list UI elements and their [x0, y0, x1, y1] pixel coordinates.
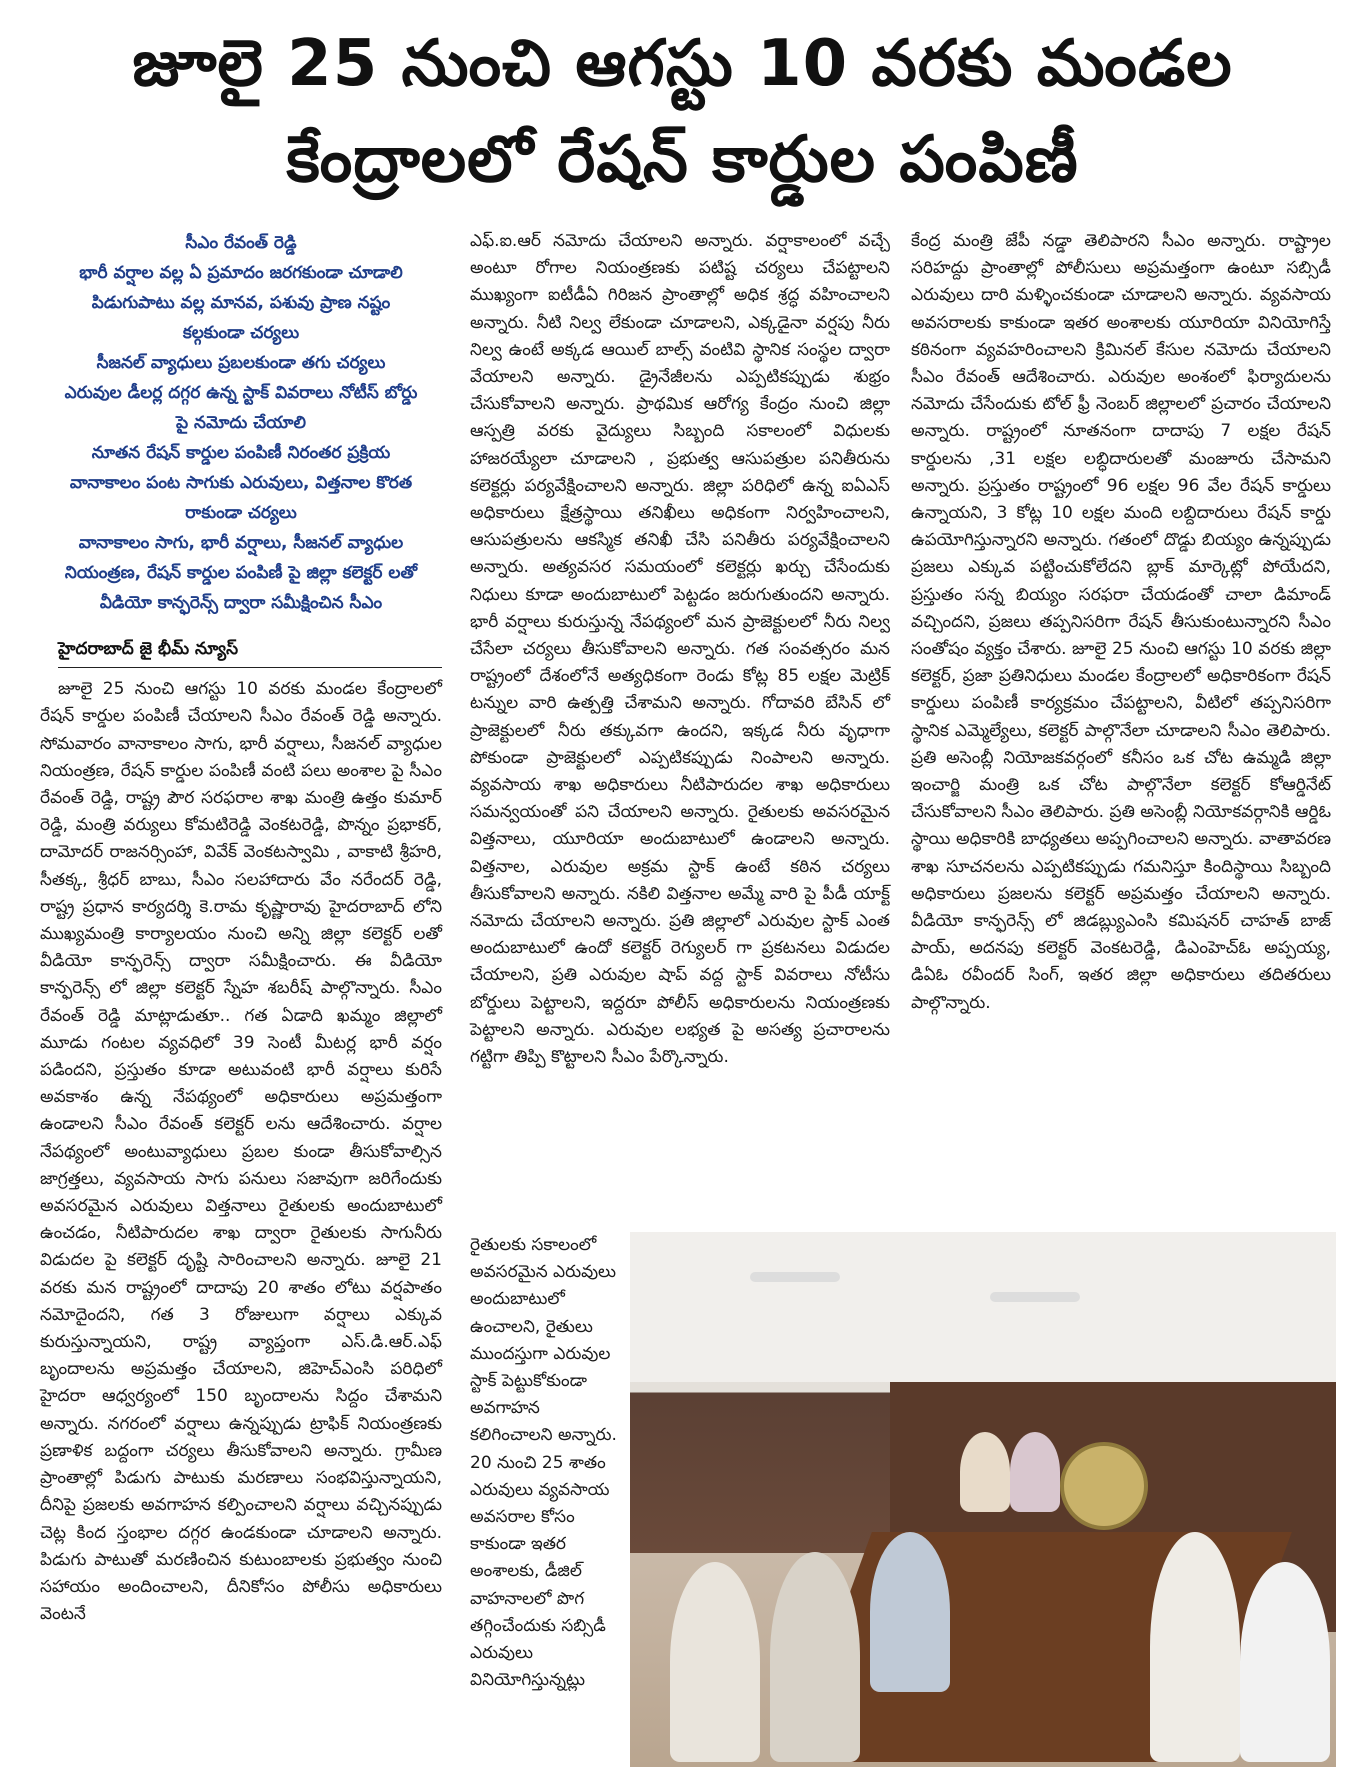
headline-line-2: కేంద్రాలలో రేషన్ కార్డుల పంపిణీ: [286, 123, 1079, 197]
emblem-icon: [1060, 1442, 1148, 1530]
highlight-line: వానాకాలం సాగు, భారీ వర్షాలు, సీజనల్ వ్యాధుల: [78, 533, 404, 553]
highlight-line: కల్గకుండా చర్యలు: [182, 323, 300, 343]
headline-line-1: జూలై 25 నుంచి ఆగస్టు 10 వరకు మండల: [132, 27, 1233, 101]
highlight-line: ఎరువుల డీలర్ల దగ్గర ఉన్న స్టాక్ వివరాలు నోటీస్ బోర్డు: [64, 383, 418, 403]
article-body-column-2: ఎఫ్.ఐ.ఆర్ నమోదు చేయాలని అన్నారు. వర్షాకాలంలో వచ్చే అంటూ రోగాల నియంత్రణకు పటిష్ట చర్యలు చేపట్టాలని ముఖ్యంగా ఐటీడీఏ గిరిజన ప్రాంతాల్లో అధిక శ్రద్ధ వహించాలని అన్నారు. నీటి నిల్వ లేకుండా చూడాలని, ఎక్కడైనా వర్షపు నీరు నిల్వ ఉంటే అక్కడ ఆయిల్ బాల్స్ వంటివి స్థానిక సంస్థల ద్వారా వేయాలని అన్నారు. డ్రైనేజీలను ఎప్పటికప్పుడు శుభ్రం చేసుకోవాలని అన్నారు. ప్రాథమిక ఆరోగ్య కేంద్రం నుంచి జిల్లా ఆస్పత్రి వరకు వైద్యులు సిబ్బంది సకాలంలో విధులకు హాజరయ్యేలా చూడాలని , ప్రభుత్వ ఆసుపత్రుల పనితీరును కలెక్టర్లు పర్యవేక్షించాలని అన్నారు. జిల్లా పరిధిలో ఉన్న ఐఏఎస్ అధికారులు క్షేత్రస్థాయి తనిఖీలు అధికంగా నిర్వహించాలని, ఆసుపత్రులను ఆకస్మిక తనిఖీ చేసి పనితీరు పర్యవేక్షించాలని అన్నారు. అత్యవసర సమయంలో కలెక్టర్లు ఖర్చు చేసేందుకు నిధులు కూడా అందుబాటులో పెట్టడం జరుగుతుందని అన్నారు. భారీ వర్షాలు కురుస్తున్న నేపథ్యంలో మన ప్రాజెక్టులలో నీరు నిల్వ చేసేలా చర్యలు తీసుకోవాలని అన్నారు. గత సంవత్సరం మన రాష్ట్రంలో దేశంలోనే అత్యధికంగా రెండు కోట్ల 85 లక్షల మెట్రిక్ టన్నుల వారి ఉత్పత్తి చేశామని అన్నారు. గోదావరి బేసిన్ లో ప్రాజెక్టులలో నీరు తక్కువగా ఉందని, ఇక్కడ నీరు వృధాగా పోకుండా ప్రాజెక్టులలో ఎప్పటికప్పుడు నింపాలని అన్నారు. వ్యవసాయ శాఖ అధికారులు నీటిపారుదల శాఖ అధికారులు సమన్వయంతో పని చేయాలని అన్నారు. రైతులకు అవసరమైన విత్తనాలు, యూరియా అందుబాటులో ఉండాలని అన్నారు. విత్తనాల, ఎరువుల అక్రమ స్టాక్ ఉంటే కఠిన చర్యలు తీసుకోవాలని అన్నారు. నకిలి విత్తనాల అమ్మే వారి పై పీడీ యాక్ట్ నమోదు చేయాలని అన్నారు. ప్రతి జిల్లాలో ఎరువుల స్టాక్ ఎంత అందుబాటులో ఉందో కలెక్టర్ రెగ్యులర్ గా ప్రకటనలు విడుదల చేయాలని, ప్రతి ఎరువుల షాప్ వద్ద స్టాక్ వివరాలు నోటీసు బోర్డులు పెట్టాలని, ఇద్దరూ పోలీస్ అధికారులను నియంత్రణకు పెట్టాలని అన్నారు. ఎరువుల లభ్యత పై అసత్య ప్రచారాలను గట్టిగా తిప్పి కొట్టాలని సీఎం పేర్కొన్నారు.: [470, 231, 890, 1068]
highlight-line: రాకుండా చర్యలు: [185, 503, 297, 523]
highlight-line: సీజనల్ వ్యాధులు ప్రబలకుండా తగు చర్యలు: [96, 353, 386, 373]
photo-person: [670, 1562, 760, 1762]
article-body-column-1: జూలై 25 నుంచి ఆగస్టు 10 వరకు మండల కేంద్రాలలో రేషన్ కార్డుల పంపిణీ చేయాలని సీఎం రేవంత్ రెడ్డి అన్నారు. సోమవారం వానాకాలం సాగు, భారీ వర్షాలు, సీజనల్ వ్యాధుల నియంత్రణ, రేషన్ కార్డుల పంపిణీ వంటి పలు అంశాల పై సీఎం రేవంత్ రెడ్డి, రాష్ట్ర పౌర సరఫరాల శాఖ మంత్రి ఉత్తం కుమార్ రెడ్డి, మంత్రి వర్యులు కోమటిరెడ్డి వెంకటరెడ్డి, పొన్నం ప్రభాకర్, దామోదర్ రాజనర్సింహా, వివేక్ వెంకటస్వామి , వాకాటి శ్రీహరి, సీతక్క, శ్రీధర్ బాబు, సీఎం సలహాదారు వేం నరేందర్ రెడ్డి, రాష్ట్ర ప్రధాన కార్యదర్శి కె.రామ కృష్ణారావు హైదరాబాద్ లోని ముఖ్యమంత్రి కార్యాలయం నుంచి అన్ని జిల్లా కలెక్టర్ లతో వీడియో కాన్ఫరెన్స్ ద్వారా సమీక్షించారు. ఈ వీడియో కాన్ఫరెన్స్ లో జిల్లా కలెక్టర్ స్నేహ శబరీష్ పాల్గొన్నారు. సీఎం రేవంత్ రెడ్డి మాట్లాడుతూ.. గత ఏడాది ఖమ్మం జిల్లాలో మూడు గంటల వ్యవధిలో 39 సెంటీ మీటర్ల భారీ వర్షం పడిందని, ప్రస్తుతం కూడా అటువంటి భారీ వర్షాలు కురిసే అవకాశం ఉన్న నేపథ్యంలో అధికారులు అప్రమత్తంగా ఉండాలని సీఎం రేవంత్ కలెక్టర్ లను ఆదేశించారు. వర్షాల నేపథ్యంలో అంటువ్యాధులు ప్రబల కుండా తీసుకోవాల్సిన జాగ్రత్తలు, వ్యవసాయ సాగు పనులు సజావుగా జరిగేందుకు అవసరమైన ఎరువులు విత్తనాలు రైతులకు అందుబాటులో ఉంచడం, నీటిపారుదల శాఖ ద్వారా రైతులకు సాగునీరు విడుదల పై కలెక్టర్ దృష్టి సారించాలని అన్నారు. జూలై 21 వరకు మన రాష్ట్రంలో దాదాపు 20 శాతం లోటు వర్షపాతం నమోదైందని, గత 3 రోజులుగా వర్షాలు ఎక్కువ కురుస్తున్నాయని, రాష్ట్ర వ్యాప్తంగా ఎస్.డి.ఆర్.ఎఫ్ బృందాలను అప్రమత్తం చేయాలని, జిహెచ్ఎంసి పరిధిలో హైదరా ఆధ్వర్యంలో 150 బృందాలను సిద్దం చేశామని అన్నారు. నగరంలో వర్షాలు ఉన్నప్పుడు ట్రాఫిక్ నియంత్రణకు ప్రణాళిక బద్దంగా చర్యలు తీసుకోవాలని అన్నారు. గ్రామీణ ప్రాంతాల్లో పిడుగు పాటుకు మరణాలు సంభవిస్తున్నాయని, దీనిపై ప్రజలకు అవగాహన కల్పించాలని వర్షాలు వచ్చినప్పుడు చెట్ల కింద స్తంభాల దగ్గర ఉండకుండా చూడాలని అన్నారు. పిడుగు పాటుతో మరణించిన కుటుంబాలకు ప్రభుత్వం నుంచి సహాయం అందించాలని, దీనికోసం పోలీసు అధికారులు వెంటనే: [40, 679, 442, 1625]
photo-person: [960, 1432, 1010, 1512]
article-column-2-continuation: [470, 1232, 620, 1694]
photo-person: [870, 1532, 950, 1692]
article-column-2: [470, 228, 890, 1071]
highlights-box: [40, 228, 442, 618]
photo-ceiling: [630, 1232, 1336, 1382]
photo-person: [1010, 1432, 1060, 1512]
photo-light: [990, 1292, 1080, 1302]
highlight-line: పిడుగుపాటు వల్ల మానవ, పశువు ప్రాణ నష్టం: [91, 293, 391, 313]
news-photo: [630, 1232, 1336, 1767]
highlight-line: పై నమోదు చేయాలి: [176, 413, 306, 433]
highlight-line: వానాకాలం పంట సాగుకు ఎరువులు, విత్తనాల కొరత: [69, 473, 413, 493]
highlight-line: నియంత్రణ, రేషన్ కార్డుల పంపిణీ పై జిల్లా కలెక్టర్ లతో: [64, 563, 418, 583]
photo-person: [1150, 1532, 1240, 1762]
photo-person: [770, 1552, 860, 1762]
highlight-line: సీఎం రేవంత్ రెడ్డి: [185, 233, 297, 253]
article-body-column-3: కేంద్ర మంత్రి జేపీ నడ్డా తెలిపారని సీఎం అన్నారు. రాష్ట్రాల సరిహద్దు ప్రాంతాల్లో పోలీసులు అప్రమత్తంగా ఉంటూ సబ్సిడీ ఎరువులు దారి మళ్ళించకుండా చూడాలని అన్నారు. వ్యవసాయ అవసరాలకు కాకుండా ఇతర అంశాలకు యూరియా వినియోగిస్తే కఠినంగా వ్యవహరించాలని క్రిమినల్ కేసుల నమోదు చేయాలని సీఎం రేవంత్ ఆదేశించారు. ఎరువుల అంశంలో ఫిర్యాదులను నమోదు చేసేందుకు టోల్ ఫ్రీ నెంబర్ జిల్లాలలో ప్రచారం చేయాలని అన్నారు. రాష్ట్రంలో నూతనంగా దాదాపు 7 లక్షల రేషన్ కార్డులను ,31 లక్షల లబ్ధిదారులతో మంజూరు చేసామని అన్నారు. ప్రస్తుతం రాష్ట్రంలో 96 లక్షల 96 వేల రేషన్ కార్డులు ఉన్నాయని, 3 కోట్ల 10 లక్షల మంది లబ్దిదారులు రేషన్ కార్డు ఉపయోగిస్తున్నారని అన్నారు. గతంలో దొడ్డు బియ్యం ఉన్నప్పుడు ప్రజలు ఎక్కువ పట్టించుకోలేదని బ్లాక్ మార్కెట్లో పోయేదని, ప్రస్తుతం సన్న బియ్యం సరఫరా చేయడంతో చాలా డిమాండ్ వచ్చిందని, ప్రజలు తప్పనిసరిగా రేషన్ తీసుకుంటున్నారని సీఎం సంతోషం వ్యక్తం చేశారు. జూలై 25 నుంచి ఆగస్టు 10 వరకు జిల్లా కలెక్టర్, ప్రజా ప్రతినిధులు మండల కేంద్రాలలో అధికారికంగా రేషన్ కార్డులు పంపిణీ కార్యక్రమం చేపట్టాలని, వీటిలో తప్పనిసరిగా స్థానిక ఎమ్మెల్యేలు, కలెక్టర్ పాల్గొనేలా చూడాలని సీఎం తెలిపారు. ప్రతి అసెంబ్లీ నియోజకవర్గంలో కనీసం ఒక చోట ఉమ్మడి జిల్లా ఇంచార్జి మంత్రి ఒక చోట పాల్గొనేలా కలెక్టర్ కోఆర్డినేట్ చేసుకోవాలని సీఎం తెలిపారు. ప్రతి అసెంబ్లీ నియోకవర్గానికి ఆర్డిఓ స్థాయి అధికారికి బాధ్యతలు అప్పగించాలని అన్నారు. వాతావరణ శాఖ సూచనలను ఎప్పటికప్పుడు గమనిస్తూ కిందిస్థాయి సిబ్బంది అధికారులు ప్రజలను కలెక్టర్ అప్రమత్తం చేయాలని అన్నారు. వీడియో కాన్ఫరెన్స్ లో జిడబ్ల్యుఎంసి కమిషనర్ చాహత్ బాజ్ పాయ్, అదనపు కలెక్టర్ వెంకటరెడ్డి, డిఎంహెచ్ఓ అప్పయ్య, డిఏఓ రవీందర్ సింగ్, ఇతర జిల్లా అధికారులు తదితరులు పాల్గొన్నారు.: [911, 231, 1331, 1013]
highlight-line: వీడియో కాన్ఫరెన్స్ ద్వారా సమీక్షించిన సీఎం: [99, 593, 383, 613]
article-column-3: [911, 228, 1331, 1017]
article-column-1: [40, 228, 442, 1628]
headline: [0, 0, 1365, 215]
article-body-column-2-continuation: రైతులకు సకాలంలో అవసరమైన ఎరువులు అందుబాటులో ఉంచాలని, రైతులు ముందస్తుగా ఎరువుల స్టాక్ పెట్టుకోకుండా అవగాహన కలిగించాలని అన్నారు. 20 నుంచి 25 శాతం ఎరువులు వ్యవసాయ అవసరాల కోసం కాకుండా ఇతర అంశాలకు, డీజిల్ వాహనాలలో పొగ తగ్గించేందుకు సబ్సిడీ ఎరువులు వినియోగిస్తున్నట్లు: [470, 1235, 617, 1691]
dateline: హైదరాబాద్ జై భీమ్ న్యూస్: [58, 636, 442, 668]
highlight-line: భారీ వర్షాల వల్ల ఏ ప్రమాదం జరగకుండా చూడాలి: [79, 263, 403, 283]
photo-person: [1240, 1562, 1330, 1762]
highlight-line: నూతన రేషన్ కార్డుల పంపిణీ నిరంతర ప్రక్రియ: [91, 443, 391, 463]
photo-light: [750, 1272, 840, 1282]
